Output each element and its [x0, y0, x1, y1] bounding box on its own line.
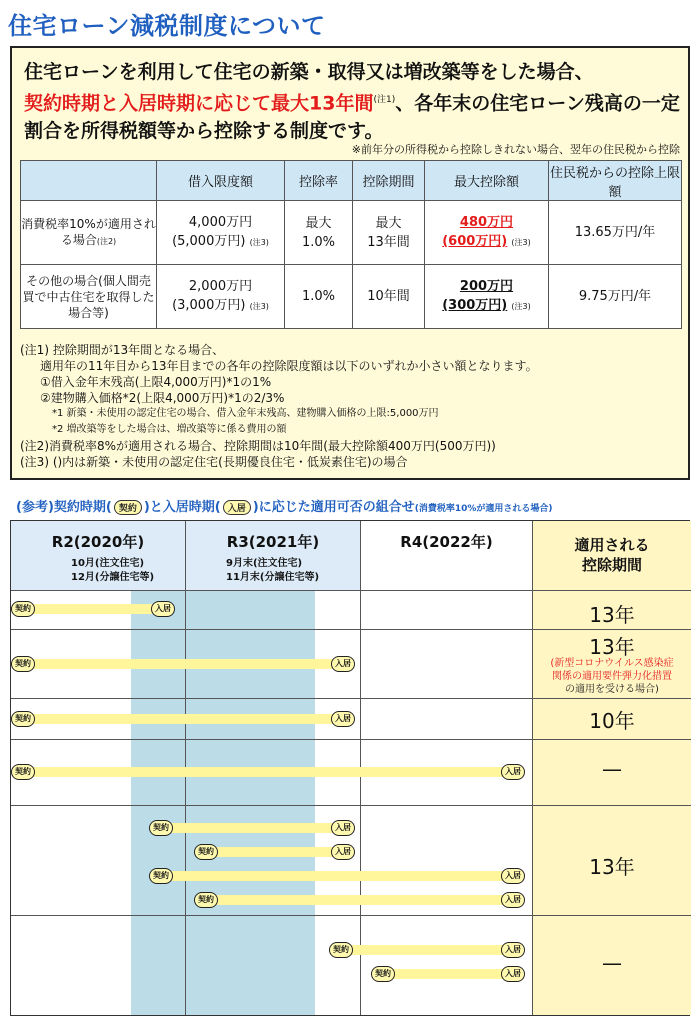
contract-badge: 契約 [194, 844, 218, 860]
movein-badge: 入居 [331, 844, 355, 860]
period-bar [23, 714, 343, 724]
footnote-3: (注3) ()内は新築・未使用の認定住宅(長期優良住宅・低炭素住宅)の場合 [20, 455, 408, 469]
contract-badge: 契約 [11, 711, 35, 727]
movein-badge: 入居 [331, 711, 355, 727]
movein-badge: 入居 [501, 764, 525, 780]
header-applied: 適用される 控除期間 [533, 521, 691, 591]
header-r2: R2(2020年) 10月(注文住宅) 12月(分譲住宅等) [11, 521, 186, 591]
movein-badge: 入居 [151, 601, 175, 617]
header-rate: 控除率 [285, 161, 353, 201]
deduction-table [20, 160, 682, 329]
contract-badge: 契約 [11, 764, 35, 780]
limit-cell: 4,000万円 (5,000万円) (注3) [157, 201, 285, 265]
period-bar [206, 895, 511, 905]
table-row [21, 201, 682, 265]
max-cell: 200万円 (300万円) (注3) [425, 265, 549, 329]
movein-badge: 入居 [501, 942, 525, 958]
header-period: 控除期間 [353, 161, 425, 201]
row-label: 消費税率10%が適用される場合(注2) [21, 201, 157, 265]
timeline-table [10, 520, 690, 1016]
footnote-1f: *2 増改築等をした場合は、増改築等に係る費用の額 [52, 424, 287, 435]
row-label: その他の場合(個人間売買で中古住宅を取得した場合等) [21, 265, 157, 329]
intro-text: 住宅ローンを利用して住宅の新築・取得又は増改築等をした場合、 契約時期と入居時期に応じて最大13年間$^{(注1)}$、各年末の住宅ローン残高の一定割合を所得税額等から控除する制度です。 [24, 61, 680, 143]
movein-badge: 入居 [501, 966, 525, 982]
contract-badge: 契約 [371, 966, 395, 982]
period-bar [23, 659, 343, 669]
resident-cell: 13.65万円/年 [549, 201, 682, 265]
max-cell: 480万円 (600万円) (注3) [425, 201, 549, 265]
intro-note: ※前年分の所得税から控除しきれない場合、翌年の住民税から控除 [351, 143, 680, 156]
contract-badge: 契約 [149, 820, 173, 836]
contract-badge: 契約 [194, 892, 218, 908]
intro-highlight: 契約時期と入居時期に応じて最大13年間 [24, 92, 374, 115]
period-bar [341, 945, 511, 955]
period-bar [161, 871, 511, 881]
movein-tag: 入居 [223, 500, 251, 515]
header-r4: R4(2022年) [361, 521, 533, 591]
footnote-1: (注1) 控除期間が13年間となる場合、 [20, 343, 225, 357]
resident-cell: 9.75万円/年 [549, 265, 682, 329]
period-bar [206, 847, 341, 857]
footnote-2: (注2)消費税率8%が適用される場合、控除期間は10年間(最大控除額400万円(500万円)) [20, 439, 496, 453]
summary-box [10, 46, 690, 480]
footnote-1c: ①借入金年末残高(上限4,000万円)*1の1% [40, 375, 272, 389]
contract-badge: 契約 [149, 868, 173, 884]
result-row5: 13年 [589, 855, 635, 879]
period-bar [23, 767, 513, 777]
movein-badge: 入居 [331, 820, 355, 836]
movein-badge: 入居 [331, 656, 355, 672]
movein-badge: 入居 [501, 868, 525, 884]
period-cell: 最大 13年間 [353, 201, 425, 265]
contract-badge: 契約 [11, 601, 35, 617]
result-row3: 10年 [589, 709, 635, 733]
reference-title: (参考)契約時期( 契約 )と入居時期( 入居 )に応じた適用可否の組合せ(消費税率10%が適用される場合) [16, 500, 553, 515]
page-title: 住宅ローン減税制度について [8, 12, 326, 40]
footnotes [20, 342, 682, 470]
rate-cell: 1.0% [285, 265, 353, 329]
corner-cell [21, 161, 157, 201]
limit-cell: 2,000万円 (3,000万円) (注3) [157, 265, 285, 329]
rate-cell: 最大 1.0% [285, 201, 353, 265]
period-bar [383, 969, 511, 979]
covid-note: (新型コロナウイルス感染症 関係の適用要件弾力化措置 の適用を受ける場合) [550, 658, 674, 695]
result-row4: — [602, 757, 622, 781]
header-resident: 住民税からの控除上限額 [549, 161, 682, 201]
period-bar [161, 823, 341, 833]
period-cell: 10年間 [353, 265, 425, 329]
result-row6: — [602, 951, 622, 975]
contract-badge: 契約 [11, 656, 35, 672]
result-row2: 13年 [589, 635, 635, 659]
result-row1: 13年 [589, 603, 635, 627]
header-max: 最大控除額 [425, 161, 549, 201]
table-row [21, 265, 682, 329]
period-bar [23, 604, 163, 614]
contract-tag: 契約 [114, 500, 142, 515]
footnote-1d: ②建物購入価格*2(上限4,000万円)*1の2/3% [40, 391, 285, 405]
header-limit: 借入限度額 [157, 161, 285, 201]
movein-badge: 入居 [501, 892, 525, 908]
footnote-1e: *1 新築・未使用の認定住宅の場合、借入金年末残高、建物購入価格の上限:5,000万円 [52, 408, 439, 419]
footnote-1b: 適用年の11年目から13年目までの各年の控除限度額は以下のいずれか小さい額となります。 [40, 359, 538, 373]
contract-badge: 契約 [329, 942, 353, 958]
header-r3: R3(2021年) 9月末(注文住宅) 11月末(分譲住宅等) [186, 521, 361, 591]
